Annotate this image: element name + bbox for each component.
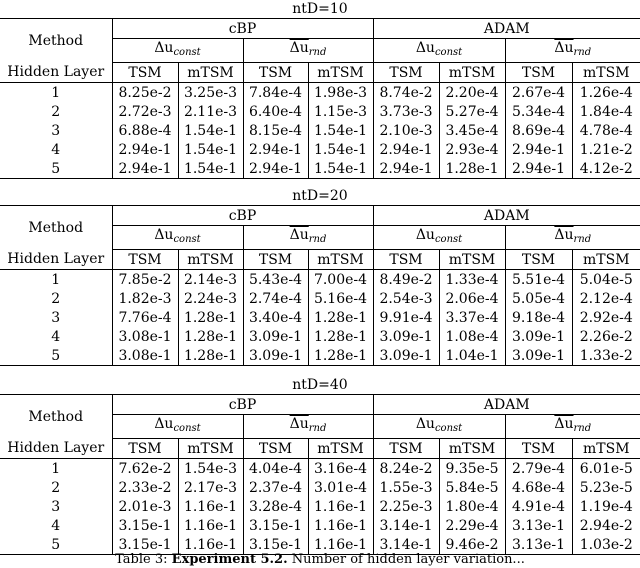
value-cell: 2.92e-4	[579, 309, 633, 326]
column-header: TSM	[112, 439, 178, 459]
value-cell: 3.28e-4	[243, 497, 308, 516]
value-cell: 1.28e-1	[308, 327, 373, 346]
subgroup-subscript: rnd	[308, 47, 327, 58]
table-title: ntD=40	[292, 377, 348, 393]
subgroup-header	[373, 415, 505, 439]
value-cell: 1.54e-1	[308, 140, 373, 159]
value-cell: 3.16e-4	[308, 459, 373, 479]
value-cell: 2.11e-3	[178, 102, 243, 121]
table-row	[0, 327, 640, 346]
value-cell: 2.10e-3	[373, 121, 439, 140]
table-row	[0, 289, 640, 308]
subgroup-subscript: rnd	[573, 47, 592, 58]
value-cell: 2.17e-3	[178, 478, 243, 497]
subgroup-symbol: $\overline{\Delta u}$	[289, 227, 309, 243]
value-cell: 4.04e-4	[243, 459, 308, 479]
value-cell: 5.05e-4	[505, 289, 572, 308]
subgroup-header	[243, 39, 373, 63]
value-cell: 1.54e-1	[178, 159, 243, 179]
value-cell: 7.62e-2	[112, 459, 178, 479]
value-cell: 2.94e-1	[112, 159, 178, 179]
caption-text: Number of hidden layer variation...	[291, 552, 525, 567]
column-header: TSM	[505, 63, 572, 83]
value-cell: 2.94e-1	[243, 159, 308, 179]
subgroup-subscript: rnd	[573, 234, 592, 245]
value-cell: 3.09e-1	[505, 327, 572, 346]
value-cell: 3.09e-1	[243, 346, 308, 366]
table-row	[0, 478, 640, 497]
value-cell: 1.03e-2	[572, 535, 640, 555]
value-cell: 1.19e-4	[579, 498, 633, 515]
value-cell: 8.49e-2	[373, 270, 439, 290]
value-cell: 1.54e-1	[308, 159, 373, 179]
subgroup-subscript: const	[173, 47, 201, 58]
method-header: Method	[0, 395, 112, 439]
subgroup-header	[112, 226, 243, 250]
column-header: TSM	[112, 250, 178, 270]
value-cell: 3.15e-1	[243, 535, 308, 555]
value-cell: 2.94e-1	[112, 140, 178, 159]
value-cell: 1.54e-3	[178, 459, 243, 479]
table-row	[0, 140, 640, 159]
table-title: ntD=20	[292, 188, 348, 204]
group-header: ADAM	[373, 395, 640, 415]
subgroup-subscript: const	[173, 234, 201, 245]
column-header: TSM	[112, 63, 178, 83]
value-cell: 3.15e-1	[243, 516, 308, 535]
value-cell: 1.80e-4	[439, 497, 505, 516]
column-header: TSM	[373, 250, 439, 270]
result-table	[0, 394, 640, 555]
value-cell: 1.98e-3	[308, 83, 373, 103]
hidden-layer-header: Hidden Layer	[0, 63, 112, 83]
subgroup-symbol: $\overline{\Delta u}$	[554, 227, 574, 243]
value-cell: 2.14e-3	[178, 270, 243, 290]
value-cell: 1.15e-3	[308, 102, 373, 121]
value-cell: 2.12e-4	[579, 290, 633, 307]
value-cell: 5.43e-4	[243, 270, 308, 290]
column-header: mTSM	[178, 439, 243, 459]
column-header: mTSM	[439, 439, 505, 459]
column-header: mTSM	[572, 250, 640, 270]
value-cell: 5.16e-4	[308, 289, 373, 308]
value-cell: 9.46e-2	[439, 535, 505, 555]
layer-cell: 5	[0, 159, 112, 179]
subgroup-subscript: rnd	[573, 423, 592, 434]
value-cell: 7.85e-2	[112, 270, 178, 290]
subgroup-symbol: $\overline{\Delta u}$	[554, 40, 574, 56]
value-cell: 2.54e-3	[373, 289, 439, 308]
value-cell: 3.01e-4	[308, 478, 373, 497]
column-header: mTSM	[439, 250, 505, 270]
value-cell: 1.26e-4	[579, 84, 633, 101]
value-cell: 2.94e-2	[579, 517, 633, 534]
table-title: ntD=10	[292, 1, 348, 17]
value-cell: 2.01e-3	[112, 497, 178, 516]
value-cell: 2.25e-3	[373, 497, 439, 516]
layer-cell: 1	[0, 270, 112, 290]
layer-cell: 3	[0, 308, 112, 327]
table-row	[0, 270, 640, 290]
group-header: cBP	[112, 206, 373, 226]
value-cell: 1.28e-1	[178, 346, 243, 366]
result-table-block	[0, 0, 640, 179]
subgroup-subscript: rnd	[308, 234, 327, 245]
value-cell: 2.67e-4	[505, 83, 572, 103]
value-cell: 4.91e-4	[505, 497, 572, 516]
hidden-layer-header: Hidden Layer	[0, 250, 112, 270]
layer-cell: 4	[0, 516, 112, 535]
column-header: mTSM	[178, 63, 243, 83]
column-header: mTSM	[572, 439, 640, 459]
value-cell: 2.06e-4	[439, 289, 505, 308]
layer-cell: 2	[0, 102, 112, 121]
table-row	[0, 308, 640, 327]
subgroup-subscript: const	[434, 47, 463, 58]
layer-cell: 5	[0, 535, 112, 555]
subgroup-header	[505, 415, 640, 439]
layer-cell: 2	[0, 289, 112, 308]
result-table	[0, 18, 640, 179]
group-header: cBP	[112, 19, 373, 39]
layer-cell: 3	[0, 497, 112, 516]
value-cell: 3.09e-1	[373, 327, 439, 346]
column-header: TSM	[243, 250, 308, 270]
layer-cell: 1	[0, 459, 112, 479]
subgroup-header	[373, 39, 505, 63]
value-cell: 5.51e-4	[505, 270, 572, 290]
value-cell: 4.12e-2	[572, 159, 640, 179]
value-cell: 3.09e-1	[373, 346, 439, 366]
value-cell: 1.33e-4	[439, 270, 505, 290]
value-cell: 1.28e-1	[308, 346, 373, 366]
value-cell: 2.37e-4	[243, 478, 308, 497]
subgroup-symbol: $\overline{\Delta u}$	[289, 416, 309, 432]
value-cell: 2.94e-1	[505, 159, 572, 179]
subgroup-header	[112, 415, 243, 439]
subgroup-subscript: const	[173, 423, 201, 434]
value-cell: 3.45e-4	[439, 121, 505, 140]
value-cell: 1.28e-1	[178, 308, 243, 327]
value-cell: 9.91e-4	[373, 308, 439, 327]
value-cell: 2.20e-4	[439, 83, 505, 103]
result-table-block	[0, 376, 640, 555]
value-cell: 2.29e-4	[439, 516, 505, 535]
subgroup-symbol: Δu	[154, 40, 174, 56]
value-cell: 5.23e-5	[579, 479, 633, 496]
subgroup-header	[243, 415, 373, 439]
column-header: mTSM	[308, 250, 373, 270]
value-cell: 2.94e-1	[373, 140, 439, 159]
value-cell: 3.40e-4	[243, 308, 308, 327]
method-header: Method	[0, 206, 112, 250]
subgroup-header	[243, 226, 373, 250]
value-cell: 6.01e-5	[579, 460, 633, 477]
table-row	[0, 83, 640, 103]
layer-cell: 5	[0, 346, 112, 366]
value-cell: 3.14e-1	[373, 516, 439, 535]
value-cell: 2.93e-4	[439, 140, 505, 159]
value-cell: 1.28e-1	[178, 327, 243, 346]
subgroup-header	[373, 226, 505, 250]
value-cell: 1.28e-1	[439, 159, 505, 179]
value-cell: 9.18e-4	[505, 308, 572, 327]
method-header: Method	[0, 19, 112, 63]
value-cell: 3.37e-4	[439, 308, 505, 327]
group-header: ADAM	[373, 19, 640, 39]
value-cell: 1.33e-2	[572, 346, 640, 366]
column-header: TSM	[373, 439, 439, 459]
subgroup-symbol: $\overline{\Delta u}$	[289, 40, 309, 56]
column-header: mTSM	[572, 63, 640, 83]
value-cell: 1.04e-1	[439, 346, 505, 366]
subgroup-symbol: $\overline{\Delta u}$	[554, 416, 574, 432]
value-cell: 3.08e-1	[112, 346, 178, 366]
value-cell: 8.25e-2	[112, 83, 178, 103]
subgroup-header	[112, 39, 243, 63]
column-header: mTSM	[439, 63, 505, 83]
value-cell: 2.24e-3	[178, 289, 243, 308]
subgroup-header	[505, 39, 640, 63]
value-cell: 1.82e-3	[112, 289, 178, 308]
subgroup-symbol: Δu	[154, 227, 174, 243]
value-cell: 8.24e-2	[373, 459, 439, 479]
value-cell: 1.54e-1	[308, 121, 373, 140]
result-table-block	[0, 187, 640, 366]
value-cell: 3.25e-3	[178, 83, 243, 103]
value-cell: 3.13e-1	[505, 535, 572, 555]
value-cell: 1.54e-1	[178, 121, 243, 140]
value-cell: 2.33e-2	[112, 478, 178, 497]
value-cell: 7.00e-4	[308, 270, 373, 290]
value-cell: 6.88e-4	[112, 121, 178, 140]
table-row	[0, 159, 640, 179]
value-cell: 2.94e-1	[243, 140, 308, 159]
value-cell: 4.78e-4	[579, 122, 633, 139]
group-header: cBP	[112, 395, 373, 415]
table-row	[0, 497, 640, 516]
layer-cell: 1	[0, 83, 112, 103]
column-header: mTSM	[308, 439, 373, 459]
value-cell: 1.16e-1	[178, 516, 243, 535]
subgroup-symbol: Δu	[415, 416, 435, 432]
value-cell: 1.84e-4	[579, 103, 633, 120]
table-row	[0, 516, 640, 535]
value-cell: 1.08e-4	[439, 327, 505, 346]
value-cell: 6.40e-4	[243, 102, 308, 121]
value-cell: 3.08e-1	[112, 327, 178, 346]
group-header: ADAM	[373, 206, 640, 226]
table-row	[0, 102, 640, 121]
caption-prefix: Table 3:	[115, 552, 168, 567]
subgroup-subscript: const	[434, 423, 463, 434]
value-cell: 1.54e-1	[178, 140, 243, 159]
caption-bold: Experiment 5.2.	[171, 552, 288, 567]
value-cell: 7.76e-4	[112, 308, 178, 327]
result-table	[0, 205, 640, 366]
value-cell: 3.13e-1	[505, 516, 572, 535]
value-cell: 1.55e-3	[373, 478, 439, 497]
column-header: TSM	[243, 63, 308, 83]
subgroup-symbol: Δu	[415, 40, 435, 56]
value-cell: 3.09e-1	[243, 327, 308, 346]
value-cell: 1.21e-2	[579, 141, 633, 158]
value-cell: 1.16e-1	[308, 535, 373, 555]
value-cell: 9.35e-5	[439, 459, 505, 479]
value-cell: 2.94e-1	[505, 140, 572, 159]
subgroup-subscript: rnd	[308, 423, 327, 434]
column-header: TSM	[243, 439, 308, 459]
value-cell: 5.27e-4	[439, 102, 505, 121]
value-cell: 1.16e-1	[178, 497, 243, 516]
value-cell: 2.94e-1	[373, 159, 439, 179]
value-cell: 8.69e-4	[505, 121, 572, 140]
table-row	[0, 346, 640, 366]
subgroup-header	[505, 226, 640, 250]
column-header: TSM	[505, 439, 572, 459]
layer-cell: 3	[0, 121, 112, 140]
value-cell: 2.26e-2	[579, 328, 633, 345]
value-cell: 1.16e-1	[178, 535, 243, 555]
value-cell: 3.73e-3	[373, 102, 439, 121]
value-cell: 2.72e-3	[112, 102, 178, 121]
hidden-layer-header: Hidden Layer	[0, 439, 112, 459]
value-cell: 8.15e-4	[243, 121, 308, 140]
column-header: TSM	[505, 250, 572, 270]
value-cell: 5.34e-4	[505, 102, 572, 121]
column-header: mTSM	[308, 63, 373, 83]
value-cell: 5.84e-5	[439, 478, 505, 497]
layer-cell: 4	[0, 140, 112, 159]
value-cell: 5.04e-5	[579, 271, 633, 288]
value-cell: 1.16e-1	[308, 516, 373, 535]
value-cell: 3.09e-1	[505, 346, 572, 366]
value-cell: 3.15e-1	[112, 516, 178, 535]
subgroup-subscript: const	[434, 234, 463, 245]
subgroup-symbol: Δu	[154, 416, 174, 432]
value-cell: 2.74e-4	[243, 289, 308, 308]
value-cell: 3.15e-1	[112, 535, 178, 555]
column-header: mTSM	[178, 250, 243, 270]
value-cell: 7.84e-4	[243, 83, 308, 103]
layer-cell: 2	[0, 478, 112, 497]
value-cell: 2.79e-4	[505, 459, 572, 479]
value-cell: 1.16e-1	[308, 497, 373, 516]
table-caption	[0, 552, 640, 568]
subgroup-symbol: Δu	[415, 227, 435, 243]
value-cell: 4.68e-4	[505, 478, 572, 497]
column-header: TSM	[373, 63, 439, 83]
table-row	[0, 121, 640, 140]
value-cell: 8.74e-2	[373, 83, 439, 103]
value-cell: 3.14e-1	[373, 535, 439, 555]
value-cell: 1.28e-1	[308, 308, 373, 327]
table-row	[0, 459, 640, 479]
layer-cell: 4	[0, 327, 112, 346]
